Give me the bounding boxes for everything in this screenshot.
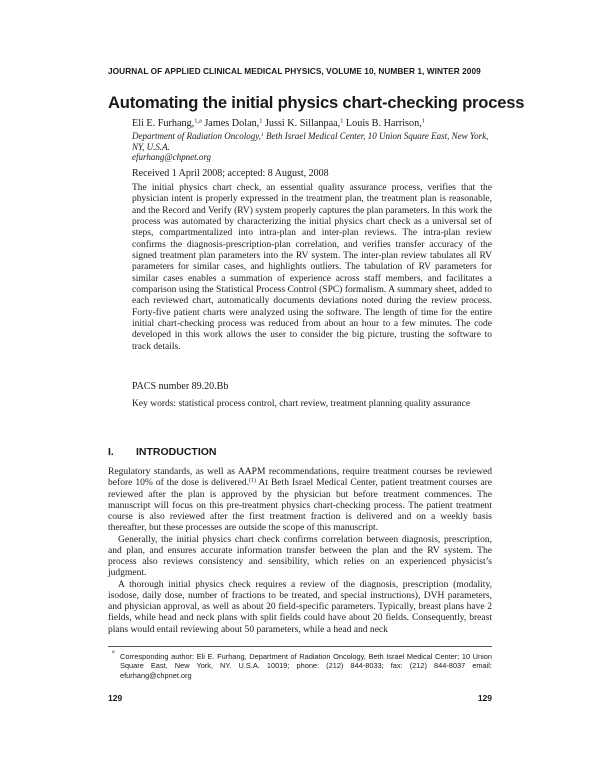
affiliation-department: Department of Radiation Oncology,: [132, 131, 261, 141]
author-affiliation-marker: 1,a: [194, 117, 202, 125]
footnote: a Corresponding author: Eli E. Furhang, Department of Radiation Oncology, Beth Israel Medical Center; 10 Union Square East, New York, NY. U.S.A. 10019; phone: (212) 844-8033; fax: (212) 844-8037 email: efurhang@chpnet.org: [112, 649, 492, 680]
paragraph: Generally, the initial physics chart check confirms correlation between diagnosis, prescription, and plan, and ensures accurate information transfer between the plan and the RV system. The process also reviews consistency and sensibility, which relies on an experienced physicist’s judgment.: [108, 533, 492, 579]
article-title: Automating the initial physics chart-checking process: [108, 93, 525, 112]
author-name: Louis B. Harrison,: [343, 118, 422, 129]
author-name: James Dolan,: [201, 118, 260, 129]
author-affiliation-marker: 1: [259, 117, 263, 125]
author-name: Jussi K. Sillanpaa,: [262, 118, 341, 129]
author-list: [132, 118, 492, 129]
paragraph: [108, 466, 492, 534]
pacs-number: PACS number 89.20.Bb: [132, 381, 229, 392]
author-affiliation-marker: 1: [340, 117, 344, 125]
received-dates: Received 1 April 2008; accepted: 8 August, 2008: [132, 168, 329, 179]
abstract: The initial physics chart check, an essential quality assurance process, verifies that the physician intent is properly expressed in the treatment plan, the treatment plan is reasonable, and the Record and Verify (RV) system properly captures the plan parameters. In this work the process was automated by characterizing the initial physics chart check as a universal set of steps, compartmentalized into intra-plan and inter-plan reviews. The intra-plan review confirms the diagnosis-prescription-plan correlation, and verifies transfer accuracy of the signed treatment plan parameters into the RV system. The inter-plan review tabulates all RV parameters for similar cases, and highlights outliers. The tabulation of RV parameters for similar cases enables a summation of experience across staff members, and facilitates a comparison using the Statistical Process Control (SPC) formalism. A summary sheet, added to each reviewed chart, automatically documents deviations noted during the review process. Forty-five patient charts were analyzed using the software. The length of time for the entire initial chart-checking process was reduced from about an hour to a few minutes. The code developed in this work allows the user to consider the big picture, trusting the software to track details.: [132, 183, 492, 352]
page-number-right: 129: [477, 693, 492, 703]
footnote-text: Corresponding author: Eli E. Furhang, Department of Radiation Oncology, Beth Israel Medical Center; 10 Union Square East, New York, NY. U.S.A. 10019; phone: (212) 844-8033; fax: (212) 844-8037 email: efurhang@chpnet.org: [120, 652, 492, 680]
author-email[interactable]: efurhang@chpnet.org: [132, 152, 212, 162]
section-heading: [108, 446, 217, 458]
author-name: Eli E. Furhang,: [132, 118, 195, 129]
author-affiliation-marker: 1: [421, 117, 425, 125]
paragraph: A thorough initial physics check requires a review of the diagnosis, prescription (modality, isodose, daily dose, number of fractions to be treated, and special instructions), DVH parameters, and physician approval, as well as about 20 field-specific parameters. Typically, breast plans have 2 fields, while head and neck plans with split fields could have about 20 fields. Consequently, breast plans would entail reviewing about 50 parameters, while a head and neck: [108, 578, 492, 635]
page-number-left: 129: [108, 693, 123, 703]
affiliation-address: Beth Israel Medical Center, 10 Union Square East, New York, NY, U.S.A.: [132, 131, 489, 153]
section-title: INTRODUCTION: [136, 446, 217, 458]
paragraph-text: At Beth Israel Medical Center, patient treatment courses are reviewed after the plan is approved by the physician but before treatment commences. The manuscript will focus on this pre-treatment physics chart-checking process. The patient treatment course is also reviewed after the first treatment fraction is delivered and on a weekly basis thereafter, but these processes are outside the scope of this manuscript.: [108, 477, 493, 534]
affiliation: [132, 131, 492, 154]
keywords: Key words: statistical process control, chart review, treatment planning quality assurance: [132, 399, 471, 409]
paragraph-text: Regulatory standards, as well as AAPM recommendations, require treatment courses be reviewed before 10% of the dose is delivered.: [108, 466, 492, 489]
footnote-divider: [108, 646, 492, 647]
affiliation-marker: 1: [260, 131, 264, 138]
reference-marker: (1): [249, 478, 256, 484]
journal-header: JOURNAL OF APPLIED CLINICAL MEDICAL PHYSICS, VOLUME 10, NUMBER 1, WINTER 2009: [108, 66, 481, 76]
body-text: [108, 466, 492, 635]
section-number: I.: [108, 446, 114, 458]
